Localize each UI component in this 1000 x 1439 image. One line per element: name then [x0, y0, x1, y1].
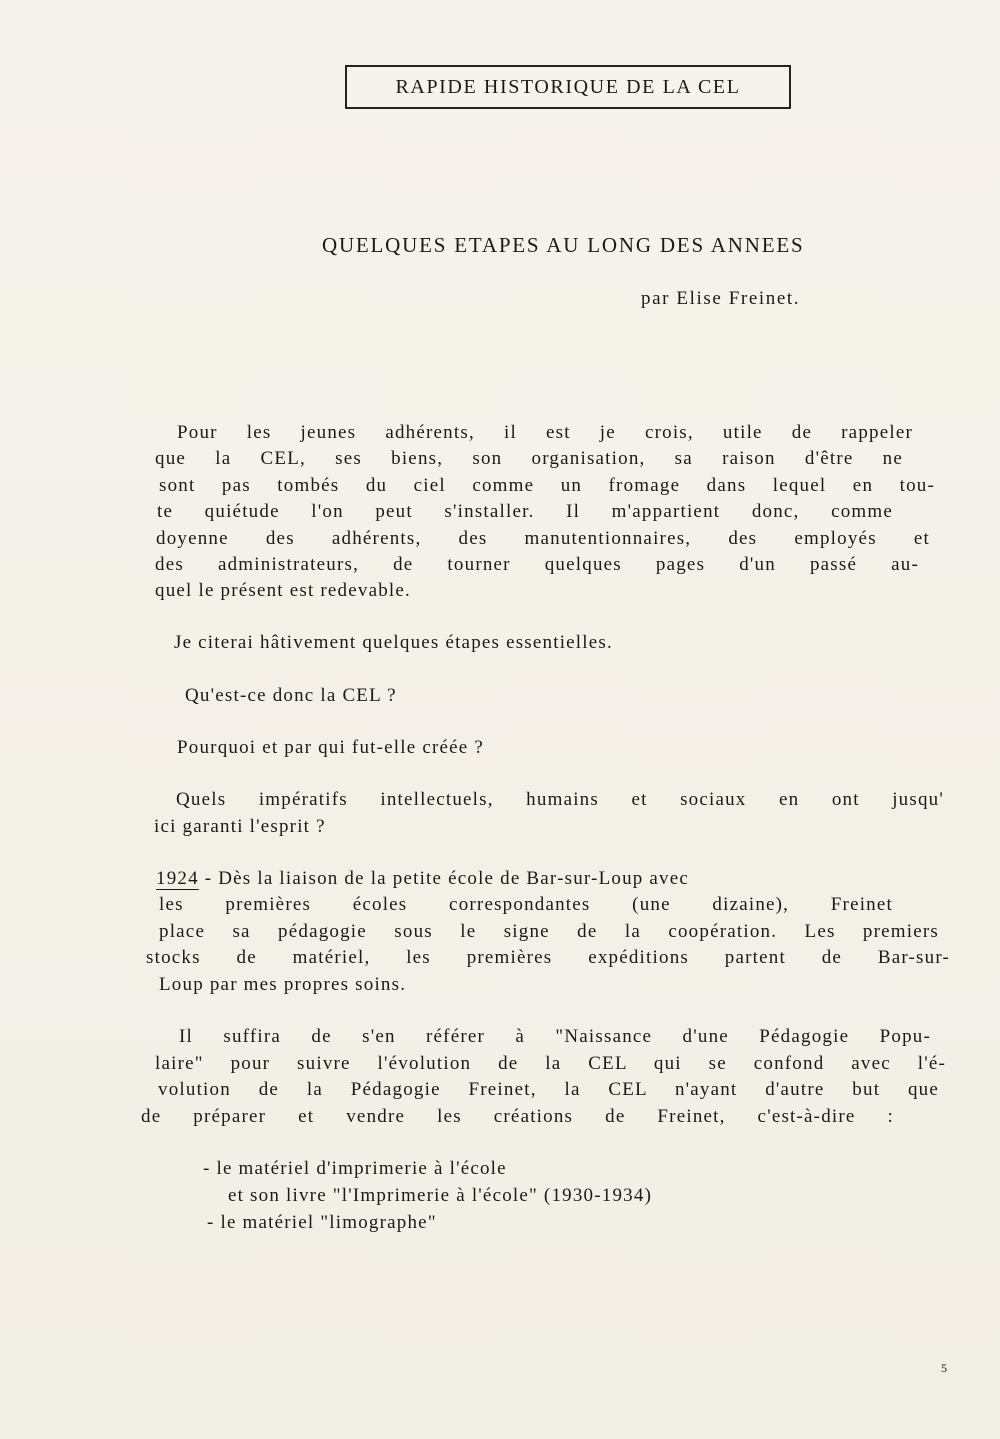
paragraph1-line: des administrateurs, de tourner quelques pages d'un passé au-	[155, 554, 919, 575]
header-title-box	[345, 65, 791, 109]
paragraph1-line: que la CEL, ses biens, son organisation, sa raison d'être ne	[155, 448, 903, 469]
paragraph-naissance-line: de préparer et vendre les créations de Freinet, c'est-à-dire :	[141, 1106, 894, 1127]
paragraph1-line: Pour les jeunes adhérents, il est je crois, utile de rappeler	[177, 422, 913, 443]
page-number: 5	[941, 1361, 947, 1375]
paragraph2: Je citerai hâtivement quelques étapes essentielles.	[174, 632, 613, 653]
paragraph-1924-line: Loup par mes propres soins.	[159, 974, 407, 995]
list-item: - le matériel "limographe"	[207, 1212, 437, 1233]
paragraph1-line: te quiétude l'on peut s'installer. Il m'appartient donc, comme	[157, 501, 893, 522]
question-2: Pourquoi et par qui fut-elle créée ?	[177, 737, 484, 758]
question-3-line: ici garanti l'esprit ?	[154, 816, 326, 837]
question-1: Qu'est-ce donc la CEL ?	[185, 685, 397, 706]
paragraph-1924-first-line	[156, 867, 914, 891]
paragraph1-line: sont pas tombés du ciel comme un fromage dans lequel en tou-	[159, 475, 935, 496]
header-title: RAPIDE HISTORIQUE DE LA CEL	[395, 75, 741, 98]
paragraph1-line: doyenne des adhérents, des manutentionnaires, des employés et	[156, 528, 930, 549]
paragraph-1924-line: - Dès la liaison de la petite école de Bar-sur-Loup avec	[198, 868, 690, 889]
list-item-continuation: et son livre "l'Imprimerie à l'école" (1930-1934)	[228, 1185, 653, 1206]
list-item: - le matériel d'imprimerie à l'école	[203, 1158, 507, 1179]
paragraph-naissance-line: laire" pour suivre l'évolution de la CEL qui se confond avec l'é-	[155, 1053, 946, 1074]
paragraph-1924-line: stocks de matériel, les premières expéditions partent de Bar-sur-	[146, 947, 950, 968]
year-1924: 1924	[156, 868, 199, 889]
paragraph-naissance-line: Il suffira de s'en référer à "Naissance d'une Pédagogie Popu-	[179, 1026, 931, 1047]
article-title: QUELQUES ETAPES AU LONG DES ANNEES	[322, 233, 805, 257]
article-author: par Elise Freinet.	[641, 288, 801, 309]
paragraph1-line: quel le présent est redevable.	[155, 580, 411, 601]
question-3-line: Quels impératifs intellectuels, humains et sociaux en ont jusqu'	[176, 789, 944, 810]
paragraph-1924-line: place sa pédagogie sous le signe de la coopération. Les premiers	[159, 921, 939, 942]
paragraph-1924-line: les premières écoles correspondantes (une dizaine), Freinet	[159, 894, 893, 915]
paragraph-naissance-line: volution de la Pédagogie Freinet, la CEL n'ayant d'autre but que	[158, 1079, 939, 1100]
